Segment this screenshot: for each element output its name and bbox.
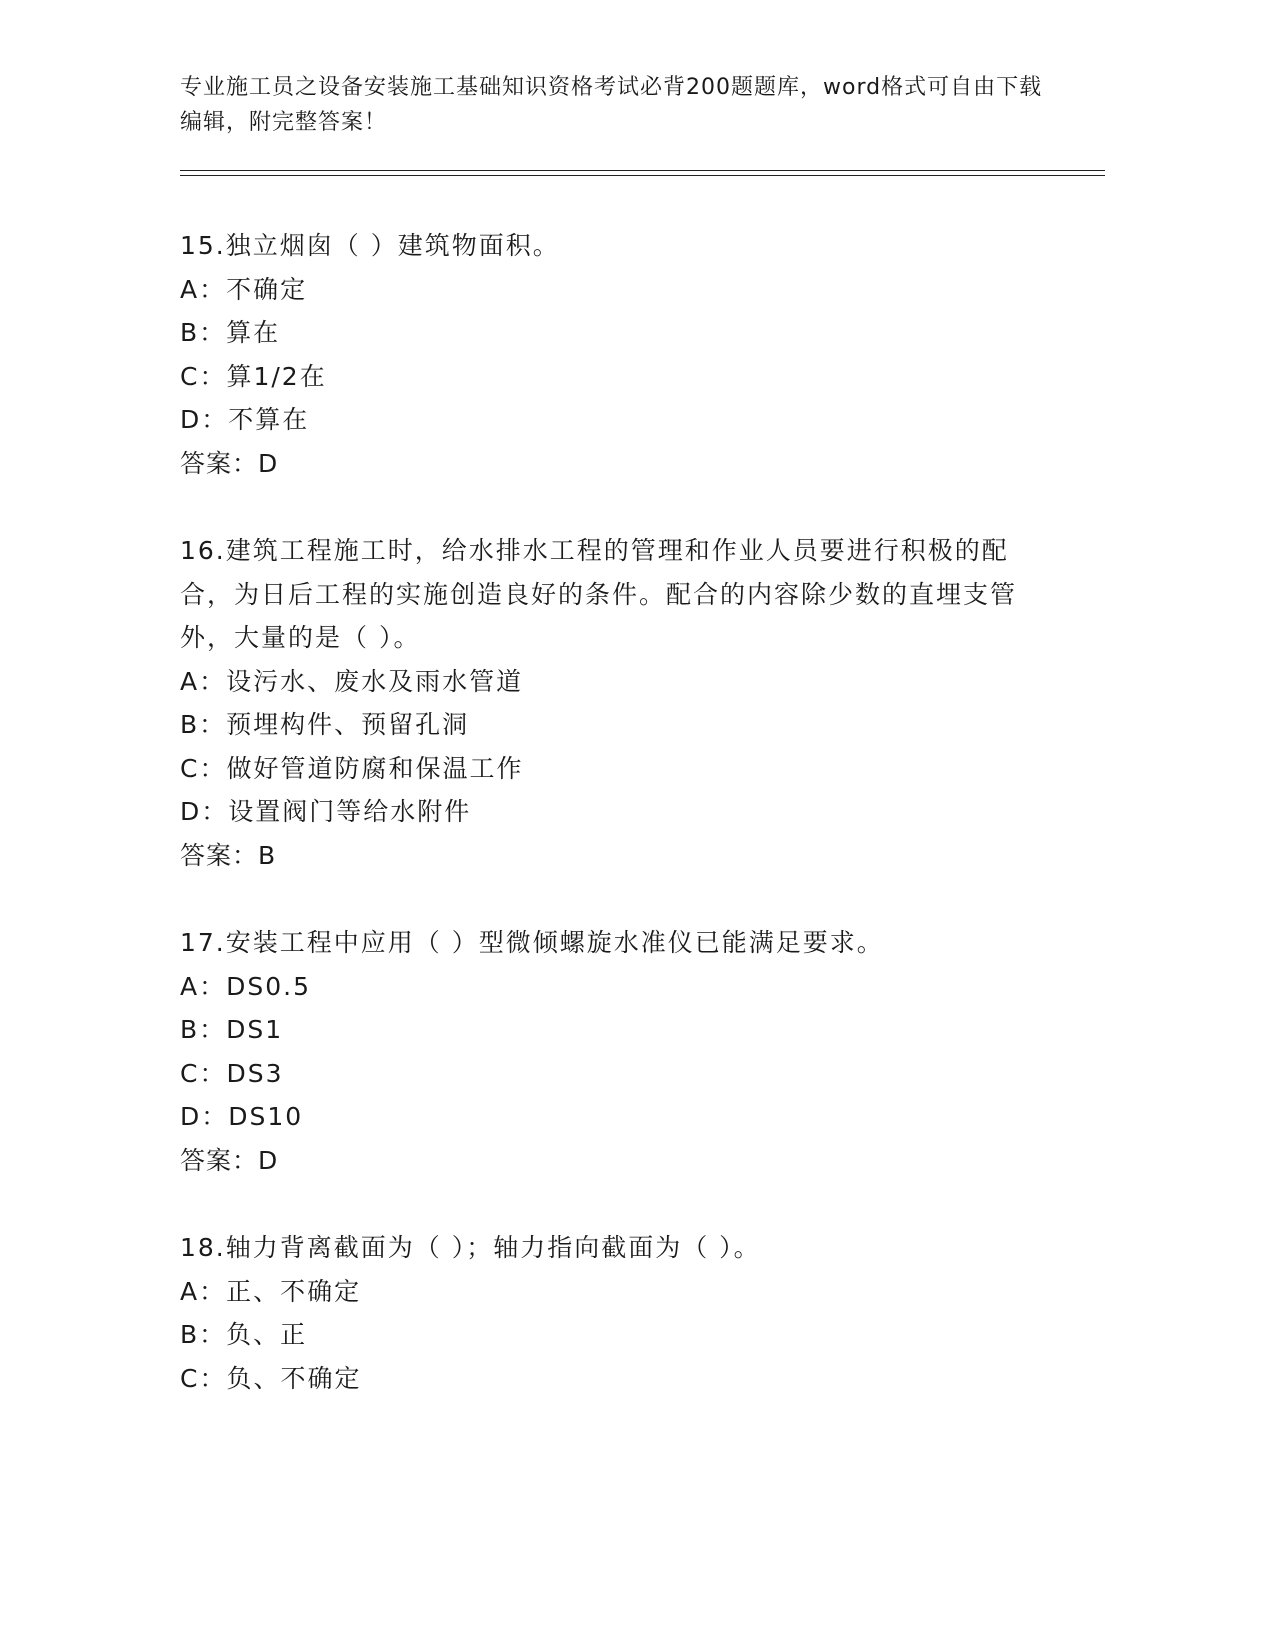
option-d: D：DS10: [180, 1102, 304, 1131]
document-header: 专业施工员之设备安装施工基础知识资格考试必背200题题库，word格式可自由下载编辑，附完整答案！: [180, 75, 1043, 135]
question-16: [180, 529, 1060, 877]
question-17: [180, 921, 1060, 1182]
answer-line: 答案：D: [180, 448, 279, 478]
question-18: [180, 1226, 1060, 1400]
question-stem: 17.安装工程中应用（ ）型微倾螺旋水准仪已能满足要求。: [180, 928, 884, 957]
header-divider-top: [180, 170, 1105, 171]
option-c: C：算1/2在: [180, 361, 327, 391]
option-a: A：不确定: [180, 274, 308, 304]
option-c: C：做好管道防腐和保温工作: [180, 753, 524, 783]
option-a: A：DS0.5: [180, 971, 311, 1001]
option-a: A：正、不确定: [180, 1276, 362, 1306]
option-d: D：不算在: [180, 405, 310, 434]
option-c: C：DS3: [180, 1058, 284, 1088]
header-divider-bottom: [180, 175, 1105, 176]
answer-line: 答案：D: [180, 1145, 279, 1175]
option-b: B：DS1: [180, 1015, 284, 1044]
question-stem: 18.轴力背离截面为（ ）；轴力指向截面为（ ）。: [180, 1233, 761, 1262]
option-c: C：负、不确定: [180, 1363, 362, 1393]
question-stem: 15.独立烟囱（ ）建筑物面积。: [180, 231, 560, 260]
question-stem: 16.建筑工程施工时，给水排水工程的管理和作业人员要进行积极的配合，为日后工程的实施创造良好的条件。配合的内容除少数的直埋支管外，大量的是（ ）。: [180, 536, 1018, 652]
option-b: B：预埋构件、预留孔洞: [180, 710, 470, 739]
answer-line: 答案：B: [180, 840, 277, 870]
option-b: B：算在: [180, 318, 281, 347]
option-d: D：设置阀门等给水附件: [180, 797, 472, 826]
option-b: B：负、正: [180, 1320, 308, 1349]
option-a: A：设污水、废水及雨水管道: [180, 666, 524, 696]
question-15: [180, 224, 1060, 485]
